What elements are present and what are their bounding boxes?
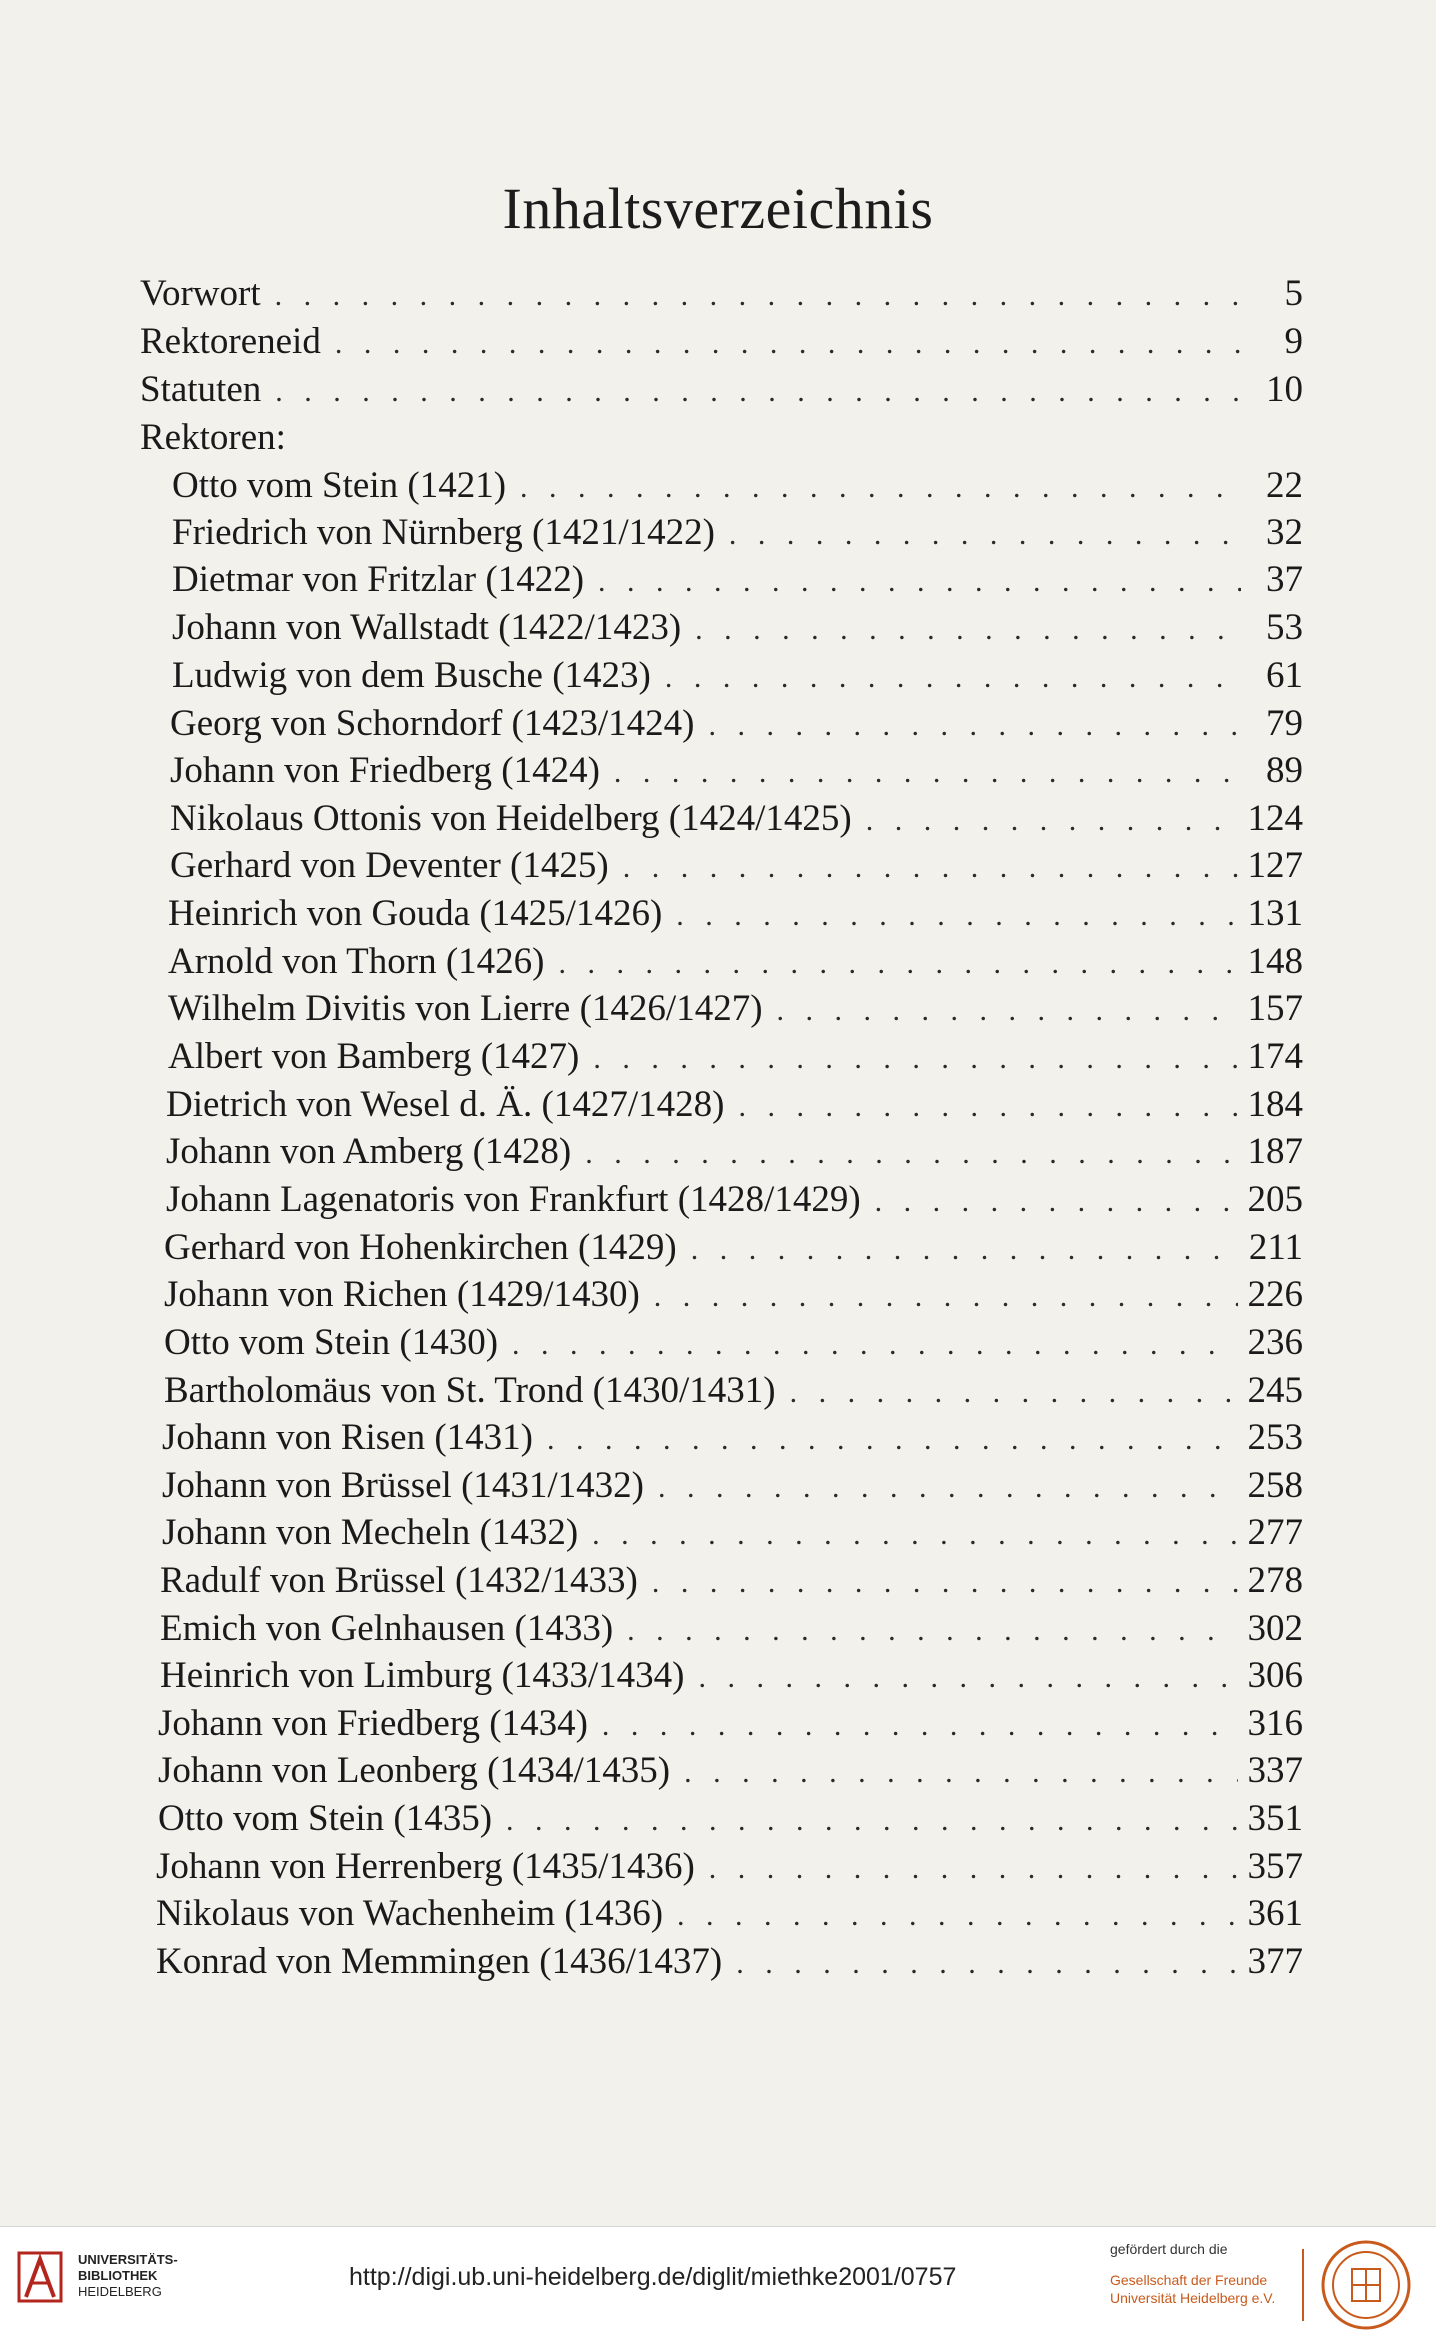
toc-entry[interactable] [168, 985, 1303, 1033]
university-seal-icon [1320, 2239, 1412, 2331]
dot-leader [676, 892, 1237, 940]
toc-entry-page: 9 [1284, 321, 1303, 362]
toc-entry-title: Albert von Bamberg (1427) [168, 1036, 580, 1077]
toc-entry-page: 277 [1247, 1512, 1303, 1553]
toc-entry[interactable] [168, 1033, 1303, 1081]
toc-entry-title: Johann von Friedberg (1424) [170, 750, 600, 791]
toc-entry-title: Johann von Mecheln (1432) [162, 1512, 579, 1553]
toc-entry-title: Bartholomäus von St. Trond (1430/1431) [164, 1370, 776, 1411]
toc-entry[interactable] [164, 1224, 1303, 1272]
toc-entry-page: 131 [1247, 893, 1303, 934]
toc-entry[interactable] [162, 1414, 1303, 1462]
toc-entry-page: 377 [1247, 1941, 1303, 1982]
dot-leader [506, 1797, 1237, 1845]
sponsor-name[interactable] [1110, 2271, 1275, 2307]
toc-entry[interactable] [166, 1176, 1303, 1224]
dot-leader [652, 1559, 1238, 1607]
dot-leader [729, 511, 1241, 559]
dot-leader [598, 558, 1241, 606]
university-library-logo-icon [16, 2247, 64, 2307]
toc-entry[interactable] [170, 747, 1303, 795]
toc-entry[interactable] [172, 604, 1303, 652]
dot-leader [558, 940, 1237, 988]
dot-leader [627, 1607, 1237, 1655]
dot-leader [275, 272, 1241, 320]
permalink-url[interactable]: http://digi.ub.uni-heidelberg.de/diglit/miethke2001/0757 [349, 2263, 957, 2291]
toc-entry-title: Johann von Amberg (1428) [166, 1131, 572, 1172]
toc-entry-page: 337 [1247, 1750, 1303, 1791]
toc-entry[interactable] [166, 1081, 1303, 1129]
toc-entry[interactable] [172, 556, 1303, 604]
toc-entry-page: 124 [1247, 798, 1303, 839]
toc-entry-page: 351 [1247, 1798, 1303, 1839]
dot-leader [547, 1416, 1238, 1464]
toc-entry[interactable] [164, 1271, 1303, 1319]
toc-entry[interactable] [170, 700, 1303, 748]
dot-leader [614, 749, 1241, 797]
dot-leader [275, 368, 1241, 416]
toc-entry-page: 53 [1266, 607, 1303, 648]
dot-leader [738, 1083, 1237, 1131]
toc-entry-title: Georg von Schorndorf (1423/1424) [170, 703, 695, 744]
toc-entry-title: Johann von Leonberg (1434/1435) [158, 1750, 671, 1791]
toc-entry-page: 205 [1247, 1179, 1303, 1220]
toc-entry-title: Dietrich von Wesel d. Ä. (1427/1428) [166, 1084, 725, 1125]
toc-entry[interactable] [156, 1890, 1303, 1938]
toc-entry-page: 361 [1247, 1893, 1303, 1934]
dot-leader [709, 1845, 1238, 1893]
dot-leader [695, 606, 1241, 654]
sponsor-name-line-1: Gesellschaft der Freunde [1110, 2272, 1268, 2288]
dot-leader [777, 987, 1238, 1035]
toc-entry-title: Johann von Brüssel (1431/1432) [162, 1465, 644, 1506]
toc-entry[interactable] [172, 462, 1303, 510]
toc-entry[interactable] [160, 1605, 1303, 1653]
dot-leader [585, 1130, 1237, 1178]
toc-entry-title: Statuten [140, 369, 262, 410]
toc-entry[interactable] [168, 938, 1303, 986]
library-name-line-3: HEIDELBERG [78, 2284, 162, 2299]
toc-entry[interactable] [140, 270, 1303, 318]
toc-entry[interactable] [172, 652, 1303, 700]
toc-entry[interactable] [164, 1319, 1303, 1367]
toc-entry-title: Dietmar von Fritzlar (1422) [172, 559, 585, 600]
dot-leader [654, 1273, 1238, 1321]
dot-leader [623, 844, 1238, 892]
toc-entry-page: 226 [1247, 1274, 1303, 1315]
toc-entry-title: Johann Lagenatoris von Frankfurt (1428/1429) [166, 1179, 861, 1220]
sponsor-divider [1302, 2249, 1304, 2321]
toc-entry-page: 148 [1247, 941, 1303, 982]
dot-leader [520, 464, 1241, 512]
toc-entry[interactable] [156, 1843, 1303, 1891]
dot-leader [665, 654, 1241, 702]
toc-entry-title: Otto vom Stein (1430) [164, 1322, 499, 1363]
toc-entry-title: Rektoren: [140, 417, 286, 458]
toc-entry-page: 306 [1247, 1655, 1303, 1696]
toc-entry[interactable] [168, 890, 1303, 938]
toc-entry-title: Emich von Gelnhausen (1433) [160, 1608, 614, 1649]
toc-entry-title: Gerhard von Hohenkirchen (1429) [164, 1227, 677, 1268]
toc-entry-page: 37 [1266, 559, 1303, 600]
toc-entry[interactable] [140, 366, 1303, 414]
toc-entry[interactable] [156, 1938, 1303, 1986]
toc-entry-page: 258 [1247, 1465, 1303, 1506]
toc-entry[interactable] [172, 509, 1303, 557]
toc-entry-page: 10 [1266, 369, 1303, 410]
toc-entry-page: 79 [1266, 703, 1303, 744]
toc-entry-page: 316 [1247, 1703, 1303, 1744]
library-name-line-1: UNIVERSITÄTS- [78, 2252, 178, 2267]
dot-leader [790, 1369, 1238, 1417]
toc-entry-page: 245 [1247, 1370, 1303, 1411]
toc-entry-title: Vorwort [140, 273, 261, 314]
toc-entry[interactable] [158, 1700, 1303, 1748]
dot-leader [691, 1226, 1239, 1274]
dot-leader [677, 1892, 1237, 1940]
toc-entry-page: 61 [1266, 655, 1303, 696]
toc-entry-page: 157 [1247, 988, 1303, 1029]
toc-entry[interactable] [140, 318, 1303, 366]
toc-entry-page: 211 [1248, 1227, 1303, 1268]
viewer-footer [0, 2226, 1436, 2330]
toc-entry[interactable] [158, 1747, 1303, 1795]
toc-entry-title: Arnold von Thorn (1426) [168, 941, 545, 982]
dot-leader [512, 1321, 1237, 1369]
toc-entry[interactable] [140, 414, 1303, 462]
toc-entry-title: Heinrich von Gouda (1425/1426) [168, 893, 663, 934]
toc-entry-title: Johann von Friedberg (1434) [158, 1703, 588, 1744]
toc-entry-title: Nikolaus von Wachenheim (1436) [156, 1893, 664, 1934]
toc-entry[interactable] [160, 1652, 1303, 1700]
toc-entry-title: Rektoreneid [140, 321, 321, 362]
dot-leader [866, 797, 1238, 845]
dot-leader [593, 1035, 1237, 1083]
toc-entry[interactable] [170, 795, 1303, 843]
toc-entry-title: Johann von Risen (1431) [162, 1417, 533, 1458]
toc-entry[interactable] [158, 1795, 1303, 1843]
toc-entry[interactable] [162, 1462, 1303, 1510]
toc-entry-page: 253 [1247, 1417, 1303, 1458]
sponsor-name-line-2: Universität Heidelberg e.V. [1110, 2290, 1276, 2306]
toc-entry[interactable] [160, 1557, 1303, 1605]
toc-entry-title: Nikolaus Ottonis von Heidelberg (1424/1425) [170, 798, 852, 839]
toc-entry-title: Johann von Wallstadt (1422/1423) [172, 607, 682, 648]
dot-leader [698, 1654, 1237, 1702]
toc-entry-page: 5 [1284, 273, 1303, 314]
dot-leader [736, 1940, 1237, 1988]
toc-entry[interactable] [166, 1128, 1303, 1176]
toc-entry[interactable] [162, 1509, 1303, 1557]
toc-entry-title: Ludwig von dem Busche (1423) [172, 655, 651, 696]
toc-entry[interactable] [170, 842, 1303, 890]
dot-leader [708, 702, 1241, 750]
dot-leader [875, 1178, 1238, 1226]
toc-entry-page: 89 [1266, 750, 1303, 791]
toc-entry-title: Johann von Richen (1429/1430) [164, 1274, 640, 1315]
dot-leader [592, 1511, 1237, 1559]
toc-entry-page: 236 [1247, 1322, 1303, 1363]
dot-leader [658, 1464, 1238, 1512]
toc-entry-title: Konrad von Memmingen (1436/1437) [156, 1941, 723, 1982]
toc-entry-title: Wilhelm Divitis von Lierre (1426/1427) [168, 988, 763, 1029]
toc-entry-title: Otto vom Stein (1421) [172, 465, 507, 506]
toc-entry-title: Gerhard von Deventer (1425) [170, 845, 609, 886]
toc-entry-title: Radulf von Brüssel (1432/1433) [160, 1560, 638, 1601]
toc-entry-title: Friedrich von Nürnberg (1421/1422) [172, 512, 715, 553]
toc-entry[interactable] [164, 1367, 1303, 1415]
library-name-line-2: BIBLIOTHEK [78, 2268, 158, 2283]
dot-leader [335, 320, 1241, 368]
dot-leader [602, 1702, 1238, 1750]
toc-entry-title: Johann von Herrenberg (1435/1436) [156, 1846, 695, 1887]
toc-entry-page: 127 [1247, 845, 1303, 886]
page-title: Inhaltsverzeichnis [502, 176, 934, 241]
dot-leader [684, 1749, 1237, 1797]
toc-entry-page: 187 [1247, 1131, 1303, 1172]
sponsor-heading: gefördert durch die [1110, 2241, 1228, 2257]
toc-entry-page: 302 [1247, 1608, 1303, 1649]
toc-entry-title: Otto vom Stein (1435) [158, 1798, 493, 1839]
library-name [78, 2252, 178, 2300]
toc-entry-page: 278 [1247, 1560, 1303, 1601]
toc-entry-page: 22 [1266, 465, 1303, 506]
toc-entry-page: 184 [1247, 1084, 1303, 1125]
toc-entry-title: Heinrich von Limburg (1433/1434) [160, 1655, 685, 1696]
toc-entry-page: 174 [1247, 1036, 1303, 1077]
toc-entry-page: 32 [1266, 512, 1303, 553]
toc-entry-page: 357 [1247, 1846, 1303, 1887]
